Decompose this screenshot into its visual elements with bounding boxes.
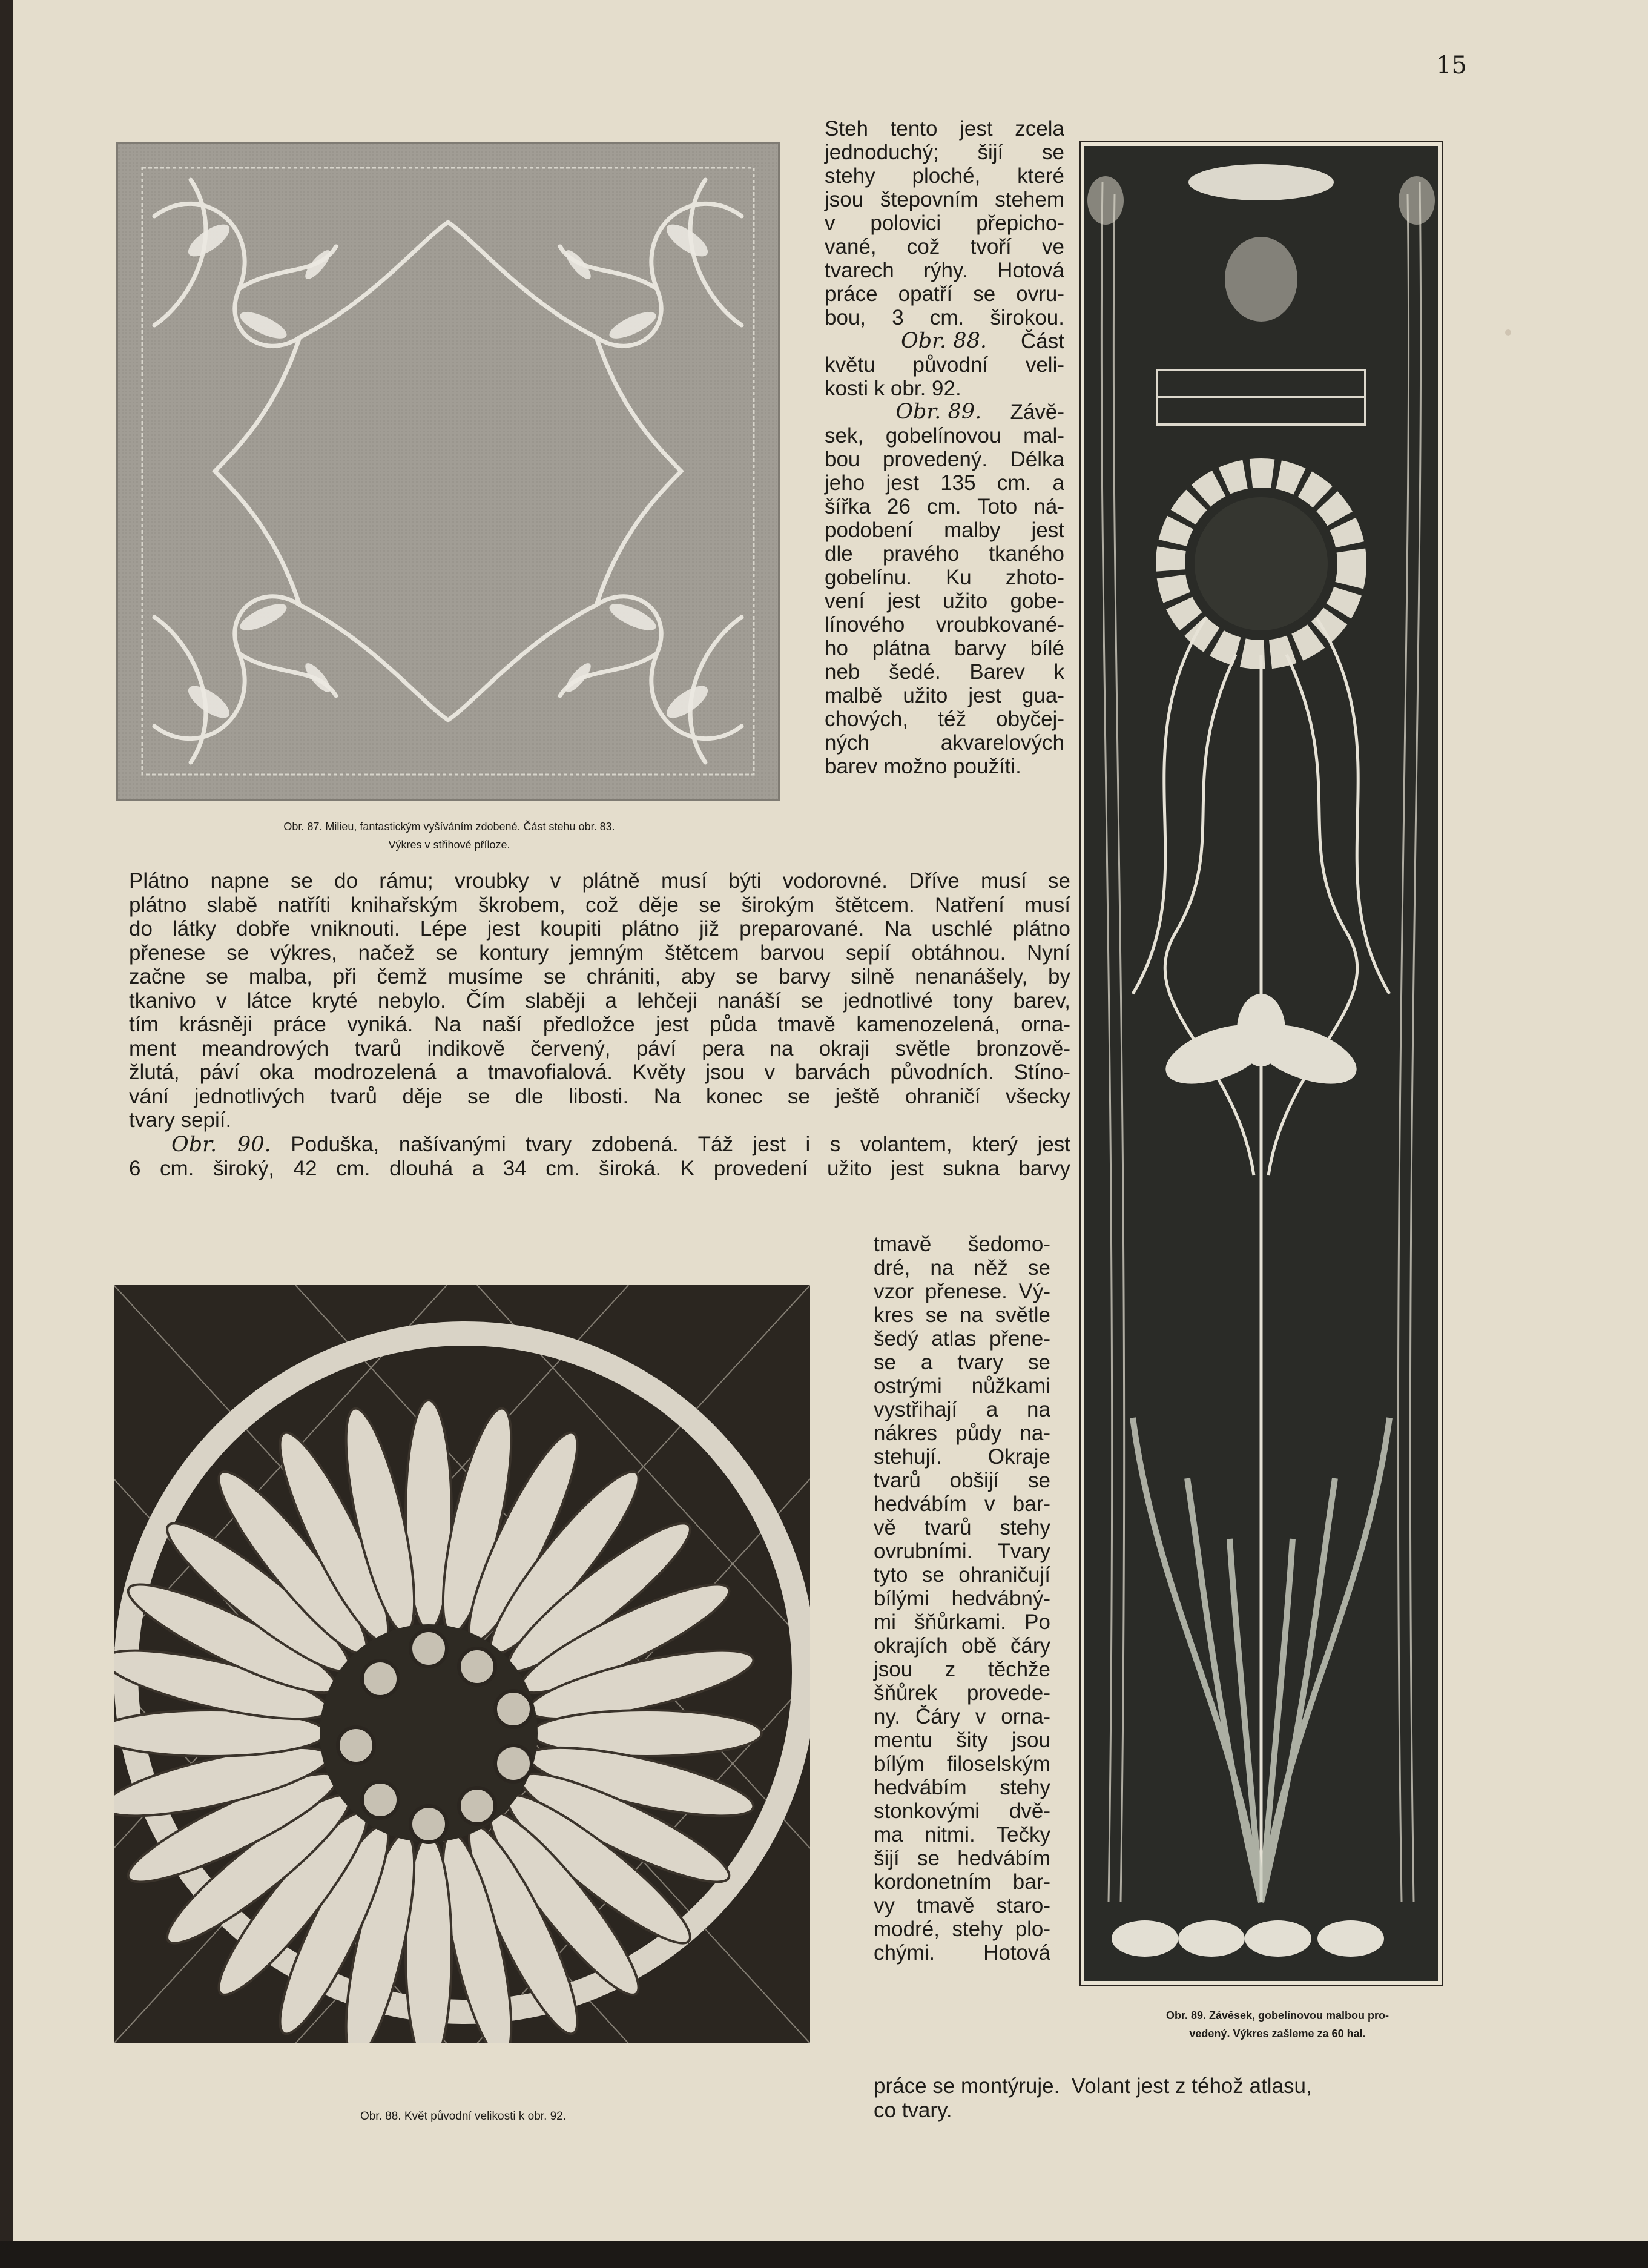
text-line: vystřihají a na <box>874 1398 1050 1421</box>
text-line: bílými hedvábný- <box>874 1587 1050 1610</box>
right-text-column <box>874 1232 1050 1965</box>
main-paragraph <box>129 869 1070 1181</box>
scan-binding-edge <box>0 0 13 2268</box>
text-line: přenese se výkres, načež se kontury jemným štětcem barvou sepií obtáhnou. Nyní <box>129 941 1070 965</box>
text-line: hedvábím stehy <box>874 1776 1050 1799</box>
narrow-column-lines <box>825 117 1064 329</box>
text-line: dré, na něž se <box>874 1256 1050 1280</box>
figure-89-hanging-image <box>1081 142 1442 1985</box>
text-line: jednoduchý; šijí se <box>825 141 1064 164</box>
figure-87-caption-line-2: Výkres v střihové příloze. <box>388 839 510 851</box>
obr88-reference: Obr. 88. <box>901 329 987 353</box>
obr88-text-3: kosti k obr. 92. <box>825 377 961 400</box>
text-line: sek, gobelínovou mal- <box>825 424 1064 448</box>
text-line: šňůrek provede- <box>874 1681 1050 1705</box>
figure-89-caption-line-1: Obr. 89. Závěsek, gobelínovou malbou pro- <box>1165 2009 1389 2022</box>
text-line: bílým filoselským <box>874 1752 1050 1776</box>
text-line: neb šedé. Barev k <box>825 660 1064 684</box>
text-line: bou provedený. Délka <box>825 448 1064 471</box>
text-line: Plátno napne se do rámu; vroubky v plátně musí býti vodorovné. Dříve musí se <box>129 869 1070 893</box>
text-line: stehují. Okraje <box>874 1445 1050 1469</box>
text-line: okrajích obě čáry <box>874 1634 1050 1658</box>
text-line: mi šňůrkami. Po <box>874 1610 1050 1634</box>
figure-87-doily-image <box>116 142 780 801</box>
embroidered-milieu-illustration <box>118 144 778 799</box>
text-line: ny. Čáry v orna- <box>874 1705 1050 1728</box>
text-line: kres se na světle <box>874 1303 1050 1327</box>
text-line: jsou štepovním stehem <box>825 188 1064 211</box>
text-line: tkanivo v látce kryté nebylo. Čím slaběji a lehčeji nanáší se jednotlivé tony barev, <box>129 988 1070 1013</box>
closing-line: práce se montýruje. Volant jest z téhož atlasu, <box>874 2074 1312 2098</box>
text-line: vzor přenese. Vý- <box>874 1280 1050 1303</box>
paper-speck <box>1505 329 1511 336</box>
obr88-text-2: květu původní veli- <box>825 353 1064 377</box>
text-line: vané, což tvoří ve <box>825 235 1064 259</box>
text-line: ovrubními. Tvary <box>874 1539 1050 1563</box>
text-line: tmavě šedomo- <box>874 1232 1050 1256</box>
text-line: barev možno použíti. <box>825 755 1021 778</box>
text-line: nákres půdy na- <box>874 1421 1050 1445</box>
obr89-text-lines <box>825 424 1064 778</box>
text-line: vě tvarů stehy <box>874 1516 1050 1539</box>
text-line: se a tvary se <box>874 1351 1050 1374</box>
text-line: bou, 3 cm. širokou. <box>825 306 1064 329</box>
text-line: do látky dobře vniknouti. Lépe jest koupiti plátno již preparované. Na uschlé plátno <box>129 917 1070 941</box>
text-line: vání jednotlivých tvarů děje se dle libosti. Na konec se ještě ohraničí všecky <box>129 1084 1070 1108</box>
main-paragraph-lines <box>129 869 1070 1132</box>
text-line: stehy ploché, které <box>825 164 1064 188</box>
figure-87-caption <box>116 818 782 854</box>
text-line: plátno slabě natříti knihařským škrobem, což děje se širokým štětcem. Natření musí <box>129 893 1070 917</box>
text-line: tyto se ohraničují <box>874 1563 1050 1587</box>
text-line: chových, též obyčej- <box>825 707 1064 731</box>
figure-89-caption <box>1090 2006 1465 2043</box>
obr90-reference: Obr. 90. <box>171 1132 271 1157</box>
text-line: jsou z těchže <box>874 1658 1050 1681</box>
text-line: gobelínu. Ku zhoto- <box>825 566 1064 589</box>
text-line: podobení malby jest <box>825 518 1064 542</box>
text-line: tím krásněji práce vyniká. Na naší předložce jest půda tmavě kamenozelená, orna- <box>129 1013 1070 1036</box>
figure-88-caption: Obr. 88. Květ původní velikosti k obr. 92. <box>360 2110 567 2123</box>
text-line: chými. Hotová <box>874 1941 1050 1965</box>
obr89-ref-line <box>825 400 1064 424</box>
text-line: ostrými nůžkami <box>874 1374 1050 1398</box>
obr90-line-2: 6 cm. široký, 42 cm. dlouhá a 34 cm. široká. K provedení užito jest sukna barvy <box>129 1157 1070 1180</box>
text-line: ných akvarelových <box>825 731 1064 755</box>
text-line: ho plátna barvy bílé <box>825 636 1064 660</box>
text-line: modré, stehy plo- <box>874 1917 1050 1941</box>
text-line: tvary sepií. <box>129 1108 232 1132</box>
obr90-paragraph <box>129 1132 1070 1181</box>
text-line: jeho jest 135 cm. a <box>825 471 1064 495</box>
text-line: žlutá, páví oka modrozelená a tmavofialová. Květy jsou v barvách původních. Stíno- <box>129 1060 1070 1084</box>
obr90-first-line <box>129 1132 1070 1157</box>
page-number: 15 <box>1436 51 1467 79</box>
text-line: vy tmavě staro- <box>874 1894 1050 1917</box>
obr89-reference: Obr. 89. <box>895 400 982 424</box>
text-line: Steh tento jest zcela <box>825 117 1064 141</box>
figure-88-lace-flower-image <box>114 1285 810 2043</box>
text-line: ma nitmi. Tečky <box>874 1823 1050 1846</box>
text-line: šijí se hedvábím <box>874 1846 1050 1870</box>
scan-bottom-edge <box>0 2241 1648 2268</box>
text-line: tvarech rýhy. Hotová <box>825 259 1064 282</box>
text-line: v polovici přepicho- <box>825 211 1064 235</box>
obr88-text-lines <box>825 353 1064 400</box>
text-line: práce opatří se ovru- <box>825 282 1064 306</box>
right-column-lines <box>874 1232 1050 1965</box>
obr89-text-1: Závě- <box>1010 400 1064 424</box>
lace-flower-illustration <box>114 1285 810 2043</box>
gobelin-hanging-illustration <box>1084 146 1438 1981</box>
text-line: šedý atlas přene- <box>874 1327 1050 1351</box>
text-line: mentu šity jsou <box>874 1728 1050 1752</box>
text-line: tvarů obšijí se <box>874 1469 1050 1492</box>
obr88-ref-line <box>825 329 1064 353</box>
text-line: stonkovými dvě- <box>874 1799 1050 1823</box>
obr90-line-1: Poduška, našívanými tvary zdobená. Táž jest i s volantem, který jest <box>291 1132 1070 1156</box>
text-line: línového vroubkované- <box>825 613 1064 636</box>
text-line: vení jest užito gobe- <box>825 589 1064 613</box>
text-line: dle pravého tkaného <box>825 542 1064 566</box>
text-line: kordonetním bar- <box>874 1870 1050 1894</box>
text-line: šířka 26 cm. Toto ná- <box>825 495 1064 518</box>
narrow-text-column <box>825 117 1064 778</box>
obr88-text-1: Část <box>1021 329 1064 353</box>
figure-89-caption-line-2: vedený. Výkres zašleme za 60 hal. <box>1189 2028 1366 2040</box>
figure-87-caption-line-1: Obr. 87. Milieu, fantastickým vyšíváním zdobené. Část stehu obr. 83. <box>283 821 615 833</box>
text-line: hedvábím v bar- <box>874 1492 1050 1516</box>
text-line: ment meandrových tvarů indikově červený, páví pera na okraji světle bronzově- <box>129 1036 1070 1060</box>
text-line: začne se malba, při čemž musíme se chrániti, aby se barvy silně nenanášely, by <box>129 965 1070 988</box>
closing-word: co tvary. <box>874 2098 952 2122</box>
text-line: malbě užito jest gua- <box>825 684 1064 707</box>
